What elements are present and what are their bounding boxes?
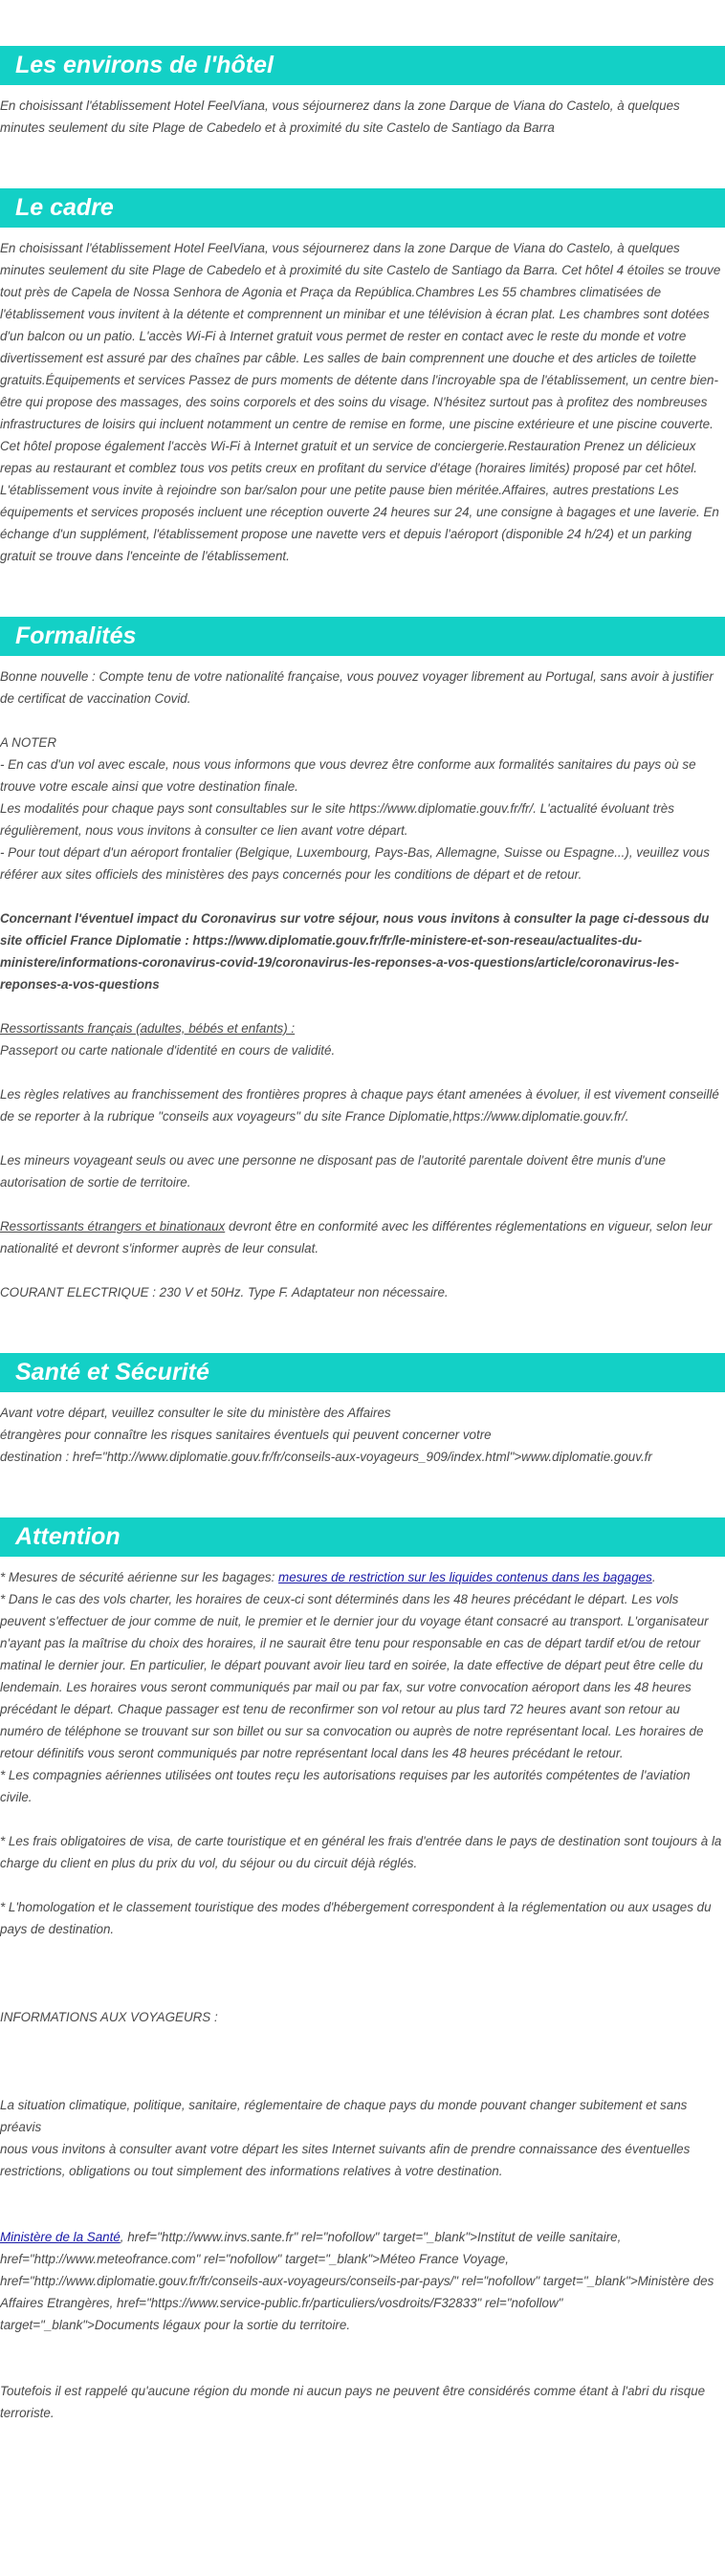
- mesures-suffix: .: [651, 1570, 656, 1584]
- passeport-text: Passeport ou carte nationale d'identité en cours de validité.: [0, 1043, 336, 1058]
- homologation-text: * L'homologation et le classement touristique des modes d'hébergement correspondent à la réglementation ou aux usages du pays de destination.: [0, 1900, 712, 1936]
- etrangers-paragraph: [0, 1215, 725, 1259]
- section-attention: [0, 1517, 725, 2424]
- informations-voyageurs-title: INFORMATIONS AUX VOYAGEURS :: [0, 2010, 218, 2024]
- etrangers-text: devront être en conformité avec les différentes réglementations en vigueur, selon leur nationalité et devront s'informer auprès de leur consulat.: [0, 1219, 713, 1255]
- section-title-sante: Santé et Sécurité: [0, 1353, 725, 1392]
- ministere-paragraph: [0, 2226, 725, 2336]
- courant-electrique: COURANT ELECTRIQUE : 230 V et 50Hz. Type F. Adaptateur non nécessaire.: [0, 1285, 449, 1299]
- formalites-p4: - Pour tout départ d'un aéroport frontalier (Belgique, Luxembourg, Pays-Bas, Allemagne, Suisse ou Espagne...), veuillez vous référer aux sites officiels des ministères des pays concernés pour les conditions de départ et de retour.: [0, 845, 710, 882]
- formalites-a-noter: A NOTER: [0, 735, 57, 750]
- compagnies-text: * Les compagnies aériennes utilisées ont toutes reçu les autorisations requises par les autorités compétentes de l'aviation civile.: [0, 1768, 691, 1804]
- formalites-p2: - En cas d'un vol avec escale, nous vous informons que vous devrez être conforme aux formalités sanitaires du pays où se trouve votre escale ainsi que votre destination finale.: [0, 757, 696, 794]
- sante-line-2: étrangères pour connaître les risques sanitaires éventuels qui peuvent concerner votre: [0, 1428, 492, 1442]
- ministere-text: , href="http://www.invs.sante.fr" rel="nofollow" target="_blank">Institut de veille sanitaire, href="http://www.meteofrance.com" rel="nofollow" target="_blank">Méteo France Voyage, href="http://www.diplomatie.gouv.fr/fr/conseils-aux-voyageurs/conseils-par-pays/" rel="nofollow" target="_blank">Ministère des Affaires Etrangères, href="https://www.service-public.fr/particuliers/vosdroits/F32833" rel="nofollow" target="_blank">Documents légaux pour la sortie du territoire.: [0, 2230, 714, 2332]
- section-formalites: [0, 617, 725, 1303]
- section-environs: [0, 46, 725, 139]
- section-sante: [0, 1353, 725, 1468]
- formalites-p3: Les modalités pour chaque pays sont consultables sur le site https://www.diplomatie.gouv.fr/fr/. L'actualité évoluant très régulièrement, nous vous invitons à consulter ce lien avant votre départ.: [0, 801, 674, 838]
- formalites-coronavirus: Concernant l'éventuel impact du Coronavirus sur votre séjour, nous vous invitons à consulter la page ci-dessous du site officiel France Diplomatie : https://www.diplomatie.gouv.fr/fr/le-ministere-et-son-reseau/actualites-du-ministere/informations-coronavirus-covid-19/coronavirus-les-reponses-a-vos-questions/article/coronavirus-les-reponses-a-vos-questions: [0, 911, 710, 992]
- section-title-cadre: Le cadre: [0, 188, 725, 228]
- section-title-formalites: Formalités: [0, 617, 725, 656]
- ministere-sante-link[interactable]: Ministère de la Santé: [0, 2230, 121, 2244]
- frais-text: * Les frais obligatoires de visa, de carte touristique et en général les frais d'entrée dans le pays de destination sont toujours à la charge du client en plus du prix du vol, du séjour ou du circuit déjà réglés.: [0, 1834, 722, 1870]
- sante-line-1: Avant votre départ, veuillez consulter le site du ministère des Affaires: [0, 1406, 391, 1420]
- mineurs-text: Les mineurs voyageant seuls ou avec une personne ne disposant pas de l'autorité parentale doivent être munis d'une autorisation de sortie de territoire.: [0, 1153, 666, 1190]
- section-cadre: [0, 188, 725, 567]
- ressortissants-francais-label: Ressortissants français (adultes, bébés et enfants) :: [0, 1021, 296, 1036]
- mesures-prefix: * Mesures de sécurité aérienne sur les bagages:: [0, 1570, 279, 1584]
- environs-text: En choisissant l'établissement Hotel FeelViana, vous séjournerez dans la zone Darque de Viana do Castelo, à quelques minutes seulement du site Plage de Cabedelo et à proximité du site Castelo de Santiago da Barra: [0, 98, 680, 135]
- regles-text: Les règles relatives au franchissement des frontières propres à chaque pays étant amenées à évoluer, il est vivement conseillé de se reporter à la rubrique "conseils aux voyageurs" du site France Diplomatie,https://www.diplomatie.gouv.fr/.: [0, 1087, 719, 1124]
- sante-line-3: destination : href="http://www.diplomatie.gouv.fr/fr/conseils-aux-voyageurs_909/index.html">www.diplomatie.gouv.fr: [0, 1450, 652, 1464]
- mesures-restriction-link[interactable]: mesures de restriction sur les liquides contenus dans les bagages: [278, 1570, 652, 1584]
- terroriste-text: Toutefois il est rappelé qu'aucune région du monde ni aucun pays ne peuvent être considérés comme étant à l'abri du risque terroriste.: [0, 2384, 706, 2420]
- ressortissants-etrangers-label: Ressortissants étrangers et binationaux: [0, 1219, 226, 1233]
- mesures-paragraph: [0, 1566, 725, 1588]
- formalites-p1: Bonne nouvelle : Compte tenu de votre nationalité française, vous pouvez voyager librement au Portugal, sans avoir à justifier de certificat de vaccination Covid.: [0, 669, 714, 706]
- situation-line-1: La situation climatique, politique, sanitaire, réglementaire de chaque pays du monde pouvant changer subitement et sans préavis: [0, 2098, 688, 2134]
- section-title-environs: Les environs de l'hôtel: [0, 46, 725, 85]
- section-title-attention: Attention: [0, 1517, 725, 1557]
- charter-text: * Dans le cas des vols charter, les horaires de ceux-ci sont déterminés dans les 48 heures précédant le départ. Les vols peuvent s'effectuer de jour comme de nuit, le premier et le dernier jour du voyage étant consacré au transport. L'organisateur n'ayant pas la maîtrise du choix des horaires, il ne saurait être tenu pour responsable en cas de départ tardif et/ou de retour matinal le dernier jour. En particulier, le départ pouvant avoir lieu tard en soirée, la date effective de départ peut être celle du lendemain. Les horaires vous seront communiqués par mail ou par fax, sur votre convocation aéroport dans les 48 heures précédant le départ. Chaque passager est tenu de reconfirmer son vol retour au plus tard 72 heures avant son retour au numéro de téléphone se trouvant sur son billet ou sur sa convocation ou auprès de notre représentant local. Les horaires de retour définitifs vous seront communiqués par notre représentant local dans les 48 heures précédant le retour.: [0, 1592, 709, 1760]
- situation-line-2: nous vous invitons à consulter avant votre départ les sites Internet suivants afin de prendre connaissance des éventuelles restrictions, obligations ou tout simplement des informations relatives à votre destination.: [0, 2142, 691, 2178]
- cadre-text: En choisissant l'établissement Hotel FeelViana, vous séjournerez dans la zone Darque de Viana do Castelo, à quelques minutes seulement du site Plage de Cabedelo et à proximité du site Castelo de Santiago da Barra. Cet hôtel 4 étoiles se trouve tout près de Capela de Nossa Senhora de Agonia et Praça da República.Chambres Les 55 chambres climatisées de l'établissement vous invitent à la détente et comprennent un minibar et une télévision à écran plat. Les chambres sont dotées d'un balcon ou un patio. L'accès Wi-Fi à Internet gratuit vous permet de rester en contact avec le reste du monde et votre divertissement est assuré par des chaînes par câble. Les salles de bain comprennent une douche et des articles de toilette gratuits.Équipements et services Passez de purs moments de détente dans l'incroyable spa de l'établissement, un centre bien-être qui propose des massages, des soins corporels et des soins du visage. N'hésitez surtout pas à profitez des nombreuses infrastructures de loisirs qui incluent notamment un centre de remise en forme, une piscine extérieure et une piscine couverte. Cet hôtel propose également l'accès Wi-Fi à Internet gratuit et un service de conciergerie.Restauration Prenez un délicieux repas au restaurant et comblez tous vos petits creux en profitant du service d'étage (horaires limités) proposé par cet hôtel. L'établissement vous invite à rejoindre son bar/salon pour une petite pause bien méritée.Affaires, autres prestations Les équipements et services proposés incluent une réception ouverte 24 heures sur 24, une consigne à bagages et une laverie. En échange d'un supplément, l'établissement propose une navette vers et depuis l'aéroport (disponible 24 h/24) et un parking gratuit se trouve dans l'enceinte de l'établissement.: [0, 241, 721, 563]
